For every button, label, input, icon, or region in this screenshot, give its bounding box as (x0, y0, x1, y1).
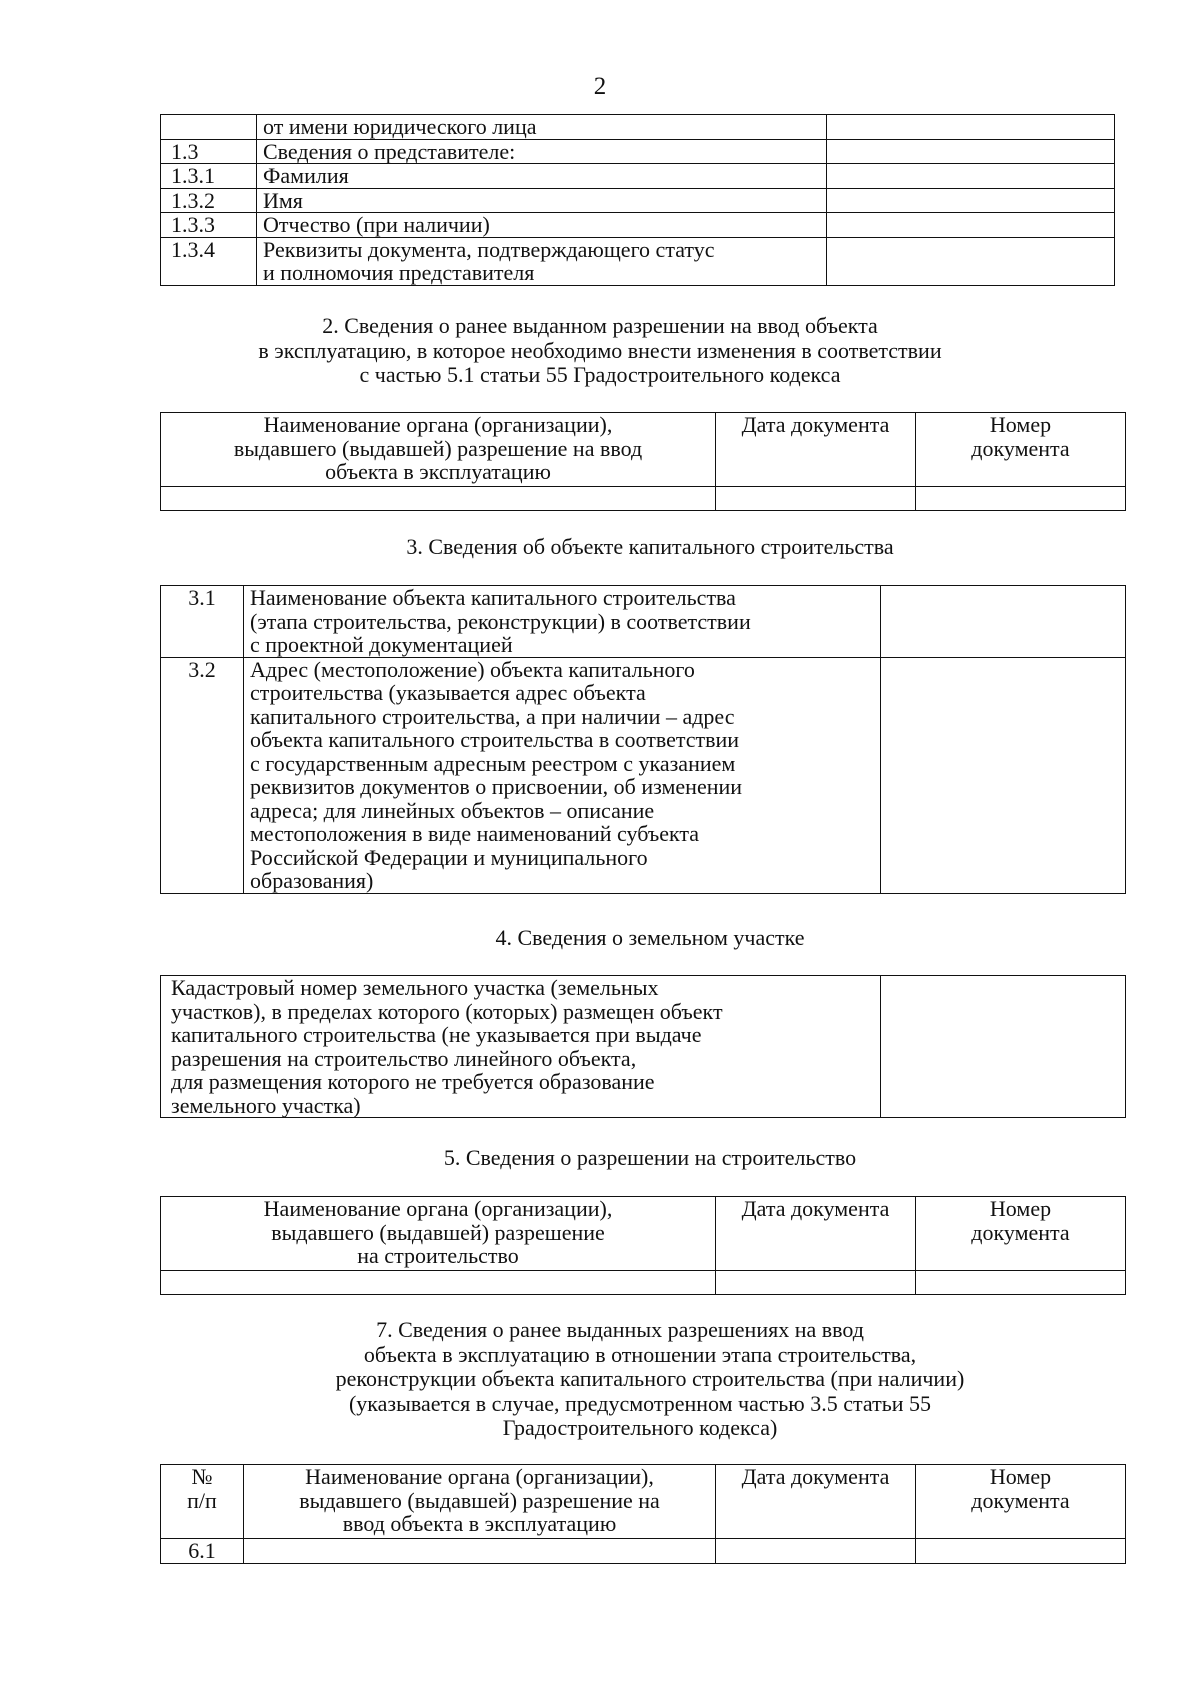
column-header-organ: Наименование органа (организации), выдавшего (выдавшей) разрешение на ввод объекта в эксплуатацию (244, 1465, 716, 1539)
heading-line: 2. Сведения о ранее выданном разрешении на ввод объекта (322, 313, 878, 338)
heading-line: с частью 5.1 статьи 55 Градостроительного кодекса (359, 362, 841, 387)
column-header-number: Номер документа (916, 1197, 1126, 1271)
row-value-cell[interactable] (881, 657, 1126, 893)
row-label: Наименование объекта капитального строительства (этапа строительства, реконструкции) в соответствии с проектной документацией (244, 586, 881, 658)
table-row (161, 139, 1115, 164)
number-cell[interactable] (916, 1539, 1126, 1564)
table-row (161, 1539, 1126, 1564)
heading-line: реконструкции объекта капитального строительства (при наличии) (335, 1366, 965, 1391)
column-header-number: Номер документа (916, 413, 1126, 487)
table-header-row (161, 1197, 1126, 1271)
row-value-cell[interactable] (827, 188, 1115, 213)
row-number: 3.1 (161, 586, 244, 658)
table-row (161, 657, 1126, 893)
table-row (161, 164, 1115, 189)
section-3-heading: 3. Сведения об объекте капитального строительства (406, 534, 894, 559)
row-value-cell[interactable] (827, 139, 1115, 164)
table-header-row (161, 1465, 1126, 1539)
table-row (161, 586, 1126, 658)
date-cell[interactable] (716, 487, 916, 511)
row-number: 3.2 (161, 657, 244, 893)
column-header-date: Дата документа (716, 413, 916, 487)
table-row (161, 213, 1115, 238)
row-label: Имя (257, 188, 827, 213)
section-7-heading (40, 1318, 1200, 1441)
row-label: от имени юридического лица (257, 115, 827, 140)
heading-line: в эксплуатацию, в которое необходимо внести изменения в соответствии (258, 337, 942, 363)
table-header-row (161, 413, 1126, 487)
date-cell[interactable] (716, 1539, 916, 1564)
heading-line: Градостроительного кодекса) (502, 1415, 778, 1440)
row-number (161, 115, 257, 140)
number-cell[interactable] (916, 1271, 1126, 1295)
row-value-cell[interactable] (827, 213, 1115, 238)
table-row (161, 976, 1126, 1118)
row-label: Сведения о представителе: (257, 139, 827, 164)
table-row (161, 115, 1115, 140)
section-2-heading (0, 314, 1200, 388)
object-table (160, 585, 1126, 894)
row-number: 1.3.4 (161, 237, 257, 285)
date-cell[interactable] (716, 1271, 916, 1295)
table-row (161, 487, 1126, 511)
row-value-cell[interactable] (881, 586, 1126, 658)
column-header-organ: Наименование органа (организации), выдавшего (выдавшей) разрешение на ввод объекта в эксплуатацию (161, 413, 716, 487)
section-4-heading: 4. Сведения о земельном участке (495, 925, 805, 950)
number-cell[interactable] (916, 487, 1126, 511)
row-label: Отчество (при наличии) (257, 213, 827, 238)
row-label: Фамилия (257, 164, 827, 189)
row-number: 1.3.2 (161, 188, 257, 213)
construction-permit-table (160, 1196, 1126, 1295)
table-row (161, 188, 1115, 213)
heading-line: объекта в эксплуатацию в отношении этапа строительства, (363, 1341, 917, 1367)
table-row (161, 237, 1115, 285)
row-number: 1.3.1 (161, 164, 257, 189)
row-number: 1.3 (161, 139, 257, 164)
row-label: Адрес (местоположение) объекта капитального строительства (указывается адрес объекта капитального строительства, а при наличии – адрес объекта капитального строительства в соответствии с государственным адресным реестром с указанием реквизитов документов о присвоении, об изменении адреса; для линейных объектов – описание местоположения в виде наименований субъекта Российской Федерации и муниципального образования) (244, 657, 881, 893)
column-header-number: Номер документа (916, 1465, 1126, 1539)
row-value-cell[interactable] (827, 164, 1115, 189)
row-number: 6.1 (161, 1539, 244, 1564)
heading-line: 7. Сведения о ранее выданных разрешениях на ввод (376, 1317, 864, 1342)
row-label: Реквизиты документа, подтверждающего статус и полномочия представителя (257, 237, 827, 285)
organ-cell[interactable] (161, 487, 716, 511)
column-header-num: № п/п (161, 1465, 244, 1539)
column-header-organ: Наименование органа (организации), выдавшего (выдавшей) разрешение на строительство (161, 1197, 716, 1271)
row-label: Кадастровый номер земельного участка (земельных участков), в пределах которого (которых) размещен объект капитального строительства (не указывается при выдаче разрешения на строительство линейного объекта, для размещения которого не требуется образование земельного участка) (161, 976, 881, 1118)
column-header-date: Дата документа (716, 1197, 916, 1271)
table-row (161, 1271, 1126, 1295)
section-5-heading: 5. Сведения о разрешении на строительство (443, 1145, 857, 1170)
representative-table (160, 114, 1115, 286)
column-header-date: Дата документа (716, 1465, 916, 1539)
previous-permit-table (160, 412, 1126, 511)
organ-cell[interactable] (161, 1271, 716, 1295)
row-value-cell[interactable] (881, 976, 1126, 1118)
organ-cell[interactable] (244, 1539, 716, 1564)
row-value-cell[interactable] (827, 237, 1115, 285)
row-value-cell[interactable] (827, 115, 1115, 140)
heading-line: (указывается в случае, предусмотренном частью 3.5 статьи 55 (348, 1390, 931, 1416)
land-plot-table (160, 975, 1126, 1118)
stage-permits-table (160, 1464, 1126, 1564)
page-number: 2 (593, 73, 607, 100)
row-number: 1.3.3 (161, 213, 257, 238)
